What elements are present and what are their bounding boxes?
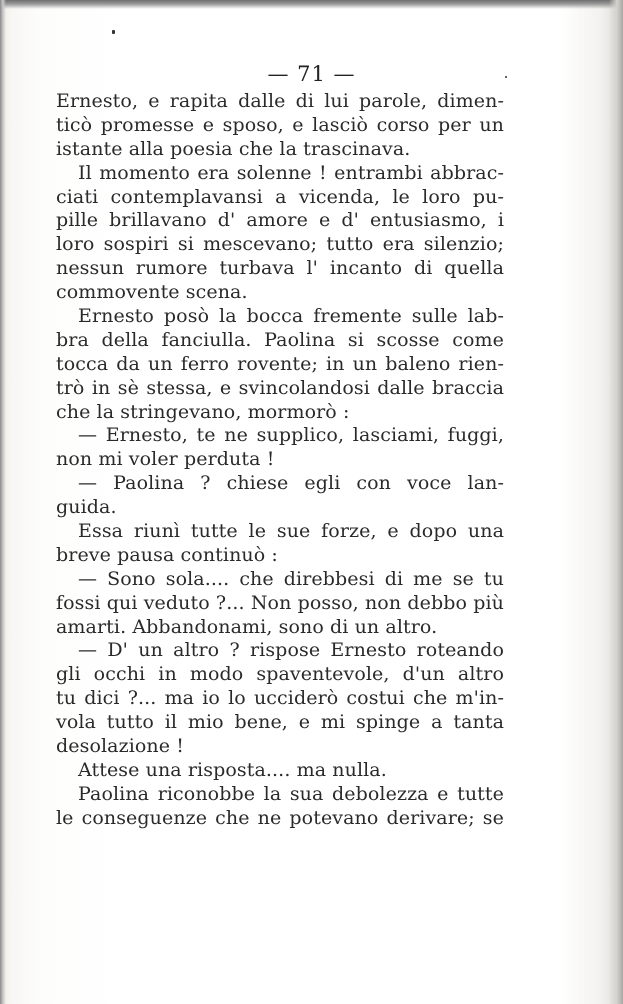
body-text xyxy=(56,90,504,831)
text-line: ticò promesse e sposo, e lasciò corso per un xyxy=(56,113,504,136)
text-line: nessun rumore turbava l' incanto di quella xyxy=(56,257,504,280)
text-line: Essa riunì tutte le sue forze, e dopo una xyxy=(78,520,504,543)
text-line: ciati contemplavansi a vicenda, le loro pu- xyxy=(56,185,504,208)
text-line: amarti. Abbandonami, sono di un altro. xyxy=(56,615,438,638)
text-line: Ernesto, e rapita dalle di lui parole, dimen- xyxy=(56,90,504,112)
text-line: Il momento era solenne ! entrambi abbrac- xyxy=(78,161,504,184)
text-line: desolazione ! xyxy=(56,735,184,758)
text-line: vola tutto il mio bene, e mi spinge a tanta xyxy=(56,711,504,734)
ink-speck xyxy=(112,30,115,34)
text-line: trò in sè stessa, e svincolandosi dalle braccia xyxy=(56,376,504,399)
text-line: fossi qui veduto ?... Non posso, non debbo più xyxy=(56,591,504,614)
text-line: — Ernesto, te ne supplico, lasciami, fuggi, xyxy=(78,424,504,447)
text-line: istante alla poesia che la trascinava. xyxy=(56,137,411,160)
text-line: tocca da un ferro rovente; in un baleno rien- xyxy=(56,352,504,375)
text-line: — D' un altro ? rispose Ernesto roteando xyxy=(78,639,504,662)
text-line: loro sospiri si mescevano; tutto era silenzio; xyxy=(56,233,504,256)
page-left-edge xyxy=(0,0,6,1004)
text-line: Paolina riconobbe la sua debolezza e tutte xyxy=(78,782,504,805)
text-line: Ernesto posò la bocca fremente sulle lab- xyxy=(78,305,504,328)
text-line: pille brillavano d' amore e d' entusiasmo, i xyxy=(56,209,504,232)
text-line: Attese una risposta.... ma nulla. xyxy=(78,758,387,781)
text-line: non mi voler perduta ! xyxy=(56,448,275,471)
page-right-edge xyxy=(609,0,623,1004)
text-line: che la stringevano, mormorò : xyxy=(56,400,350,423)
text-line: — Sono sola.... che direbbesi di me se tu xyxy=(78,567,504,590)
text-line: — Paolina ? chiese egli con voce lan- xyxy=(78,472,504,495)
page-top-edge xyxy=(0,0,623,9)
text-line: breve pausa continuò : xyxy=(56,543,278,566)
text-line: gli occhi in modo spaventevole, d'un altro xyxy=(56,663,504,686)
text-line: commovente scena. xyxy=(56,281,248,304)
text-line: le conseguenze che ne potevano derivare; se xyxy=(56,806,504,829)
text-line: tu dici ?... ma io lo ucciderò costui che m'in- xyxy=(56,687,504,710)
page-number: — 71 — xyxy=(267,62,356,86)
text-line: guida. xyxy=(56,496,117,519)
text-line: bra della fanciulla. Paolina si scosse come xyxy=(56,328,504,351)
